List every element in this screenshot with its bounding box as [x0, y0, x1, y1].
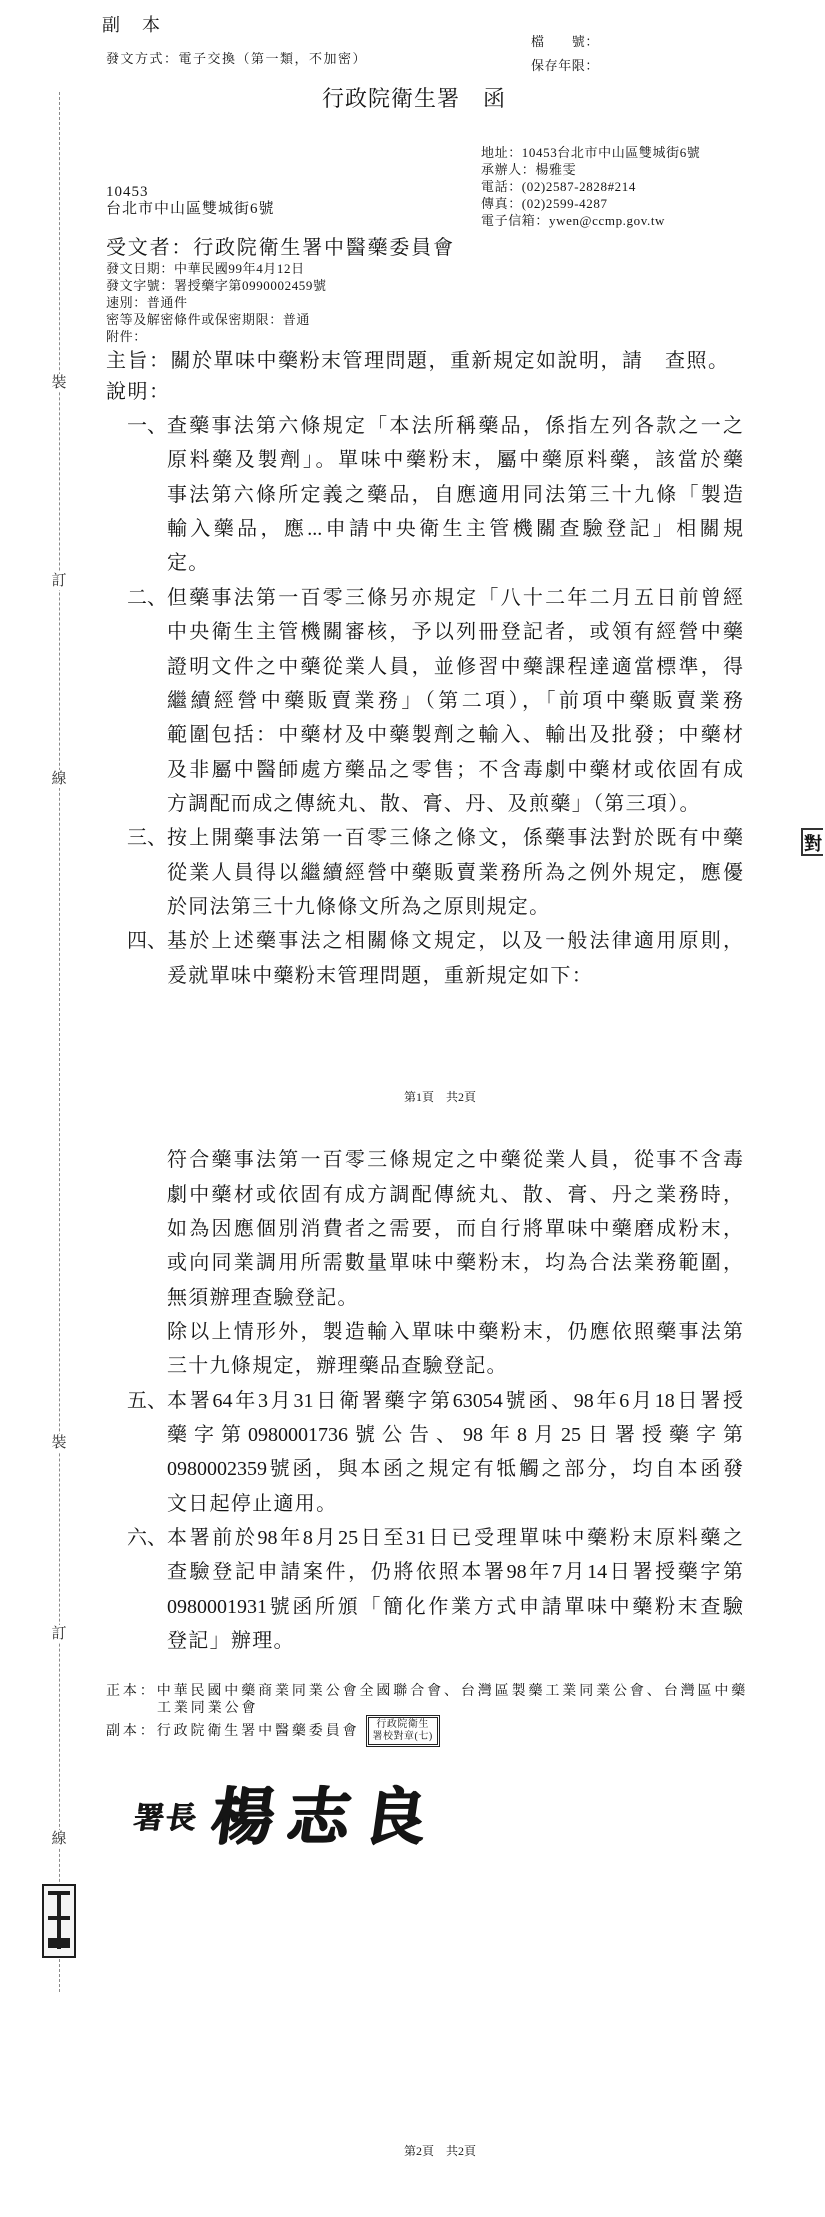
proof-stamp-line2: 署校對章(七): [372, 1731, 433, 1742]
item-line: 藥字第0980001736號公告、98年8月25日署授藥字第: [167, 1424, 743, 1446]
binding-mark-bind: 裝: [51, 375, 67, 391]
recipient-postal-code: 10453: [106, 184, 149, 200]
item-line: 範圍包括：中藥材及中藥製劑之輸入、輸出及批發；中藥材: [167, 724, 743, 746]
page-number-footer: 第2頁 共2頁: [403, 2144, 476, 2158]
item-line: 查藥事法第六條規定「本法所稱藥品，係指左列各款之一之: [167, 415, 743, 437]
item-marker: 一、: [127, 415, 167, 437]
item-line: 按上開藥事法第一百零三條之條文，係藥事法對於既有中藥: [167, 827, 743, 849]
item-line: 輸入藥品，應...申請中央衛生主管機關查驗登記」相關規: [167, 518, 743, 540]
item-line: 登記」辦理。: [167, 1630, 295, 1652]
attachments: 附件：: [106, 329, 147, 344]
item-line: 從業人員得以繼續經營中藥販賣業務所為之例外規定，應優: [167, 862, 743, 884]
sender-phone: 電話：(02)2587-2828#214: [481, 179, 636, 194]
item-line: 文日起停止適用。: [167, 1493, 338, 1515]
item-marker: 六、: [127, 1527, 167, 1549]
original-recipients-continued: 工業同業公會: [157, 1701, 259, 1716]
item-line: 0980002359號函，與本函之規定有牴觸之部分，均自本函發: [167, 1458, 743, 1480]
binding-mark-line: 線: [51, 1831, 67, 1847]
item-line: 如為因應個別消費者之需要，而自行將單味中藥磨成粉末，: [167, 1218, 743, 1240]
send-method: 發文方式：電子交換（第一類，不加密）: [106, 51, 368, 66]
item-line: 證明文件之中藥從業人員，並修習中藥課程達適當標準，得: [167, 656, 743, 678]
delivery-speed: 速別：普通件: [106, 295, 188, 310]
binding-mark-stitch: 訂: [51, 573, 67, 589]
item-line: 方調配而成之傳統丸、散、膏、丹、及煎藥」（第三項）。: [167, 793, 701, 815]
item-line: 查驗登記申請案件，仍將依照本署98年7月14日署授藥字第: [167, 1561, 743, 1583]
item-marker: 五、: [127, 1390, 167, 1412]
item-line: 三十九條規定，辦理藥品查驗登記。: [167, 1355, 508, 1377]
item-line: 繼續經營中藥販賣業務」（第二項），「前項中藥販賣業務: [167, 690, 743, 712]
item-line: 除以上情形外，製造輸入單味中藥粉末，仍應依照藥事法第: [167, 1321, 743, 1343]
item-line: 及非屬中醫師處方藥品之零售；不含毒劇中藥材或依固有成: [167, 759, 743, 781]
sender-fax: 傳真：(02)2599-4287: [481, 196, 608, 211]
sender-address: 地址：10453台北市中山區雙城街6號: [481, 145, 701, 160]
recipient: 受文者：行政院衛生署中醫藥委員會: [106, 237, 455, 259]
item-line: 0980001931號函所頒「簡化作業方式申請單味中藥粉末查驗: [167, 1596, 743, 1618]
signature-title: 署長: [131, 1802, 201, 1835]
page-number-footer: 第1頁 共2頁: [403, 1090, 476, 1104]
item-line: 爰就單味中藥粉末管理問題，重新規定如下：: [167, 965, 593, 987]
recipient-street: 台北市中山區雙城街6號: [106, 201, 275, 217]
item-line: 本署前於98年8月25日至31日已受理單味中藥粉末原料藥之: [167, 1527, 743, 1549]
subject: 主旨：關於單味中藥粉末管理問題，重新規定如說明，請 查照。: [106, 350, 730, 372]
proof-stamp: [366, 1715, 440, 1747]
item-line: 事法第六條所定義之藥品，自應適用同法第三十九條「製造: [167, 484, 743, 506]
item-line: 原料藥及製劑」。單味中藥粉末，屬中藥原料藥，該當於藥: [167, 449, 743, 471]
item-line: 符合藥事法第一百零三條規定之中藥從業人員，從事不含毒: [167, 1149, 743, 1171]
sender-handler: 承辦人：楊雅雯: [481, 162, 577, 177]
original-recipients: 正本：中華民國中藥商業同業公會全國聯合會、台灣區製藥工業同業公會、台灣區中藥: [106, 1684, 749, 1699]
item-line: 但藥事法第一百零三條另亦規定「八十二年二月五日前曾經: [167, 587, 743, 609]
binding-mark-line: 線: [51, 771, 67, 787]
security-classification: 密等及解密條件或保密期限：普通: [106, 312, 311, 327]
item-line: 或向同業調用所需數量單味中藥粉末，均為合法業務範圍，: [167, 1252, 743, 1274]
item-marker: 四、: [127, 930, 167, 952]
seam-seal: 對: [801, 828, 823, 856]
item-line: 劇中藥材或依固有成方調配傳統丸、散、膏、丹之業務時，: [167, 1184, 743, 1206]
sender-email: 電子信箱：ywen@ccmp.gov.tw: [481, 213, 666, 228]
personal-seal-stamp: [42, 1884, 76, 1958]
proof-stamp-line1: 行政院衛生: [376, 1719, 429, 1730]
binding-mark-stitch: 訂: [51, 1626, 67, 1642]
issue-date: 發文日期：中華民國99年4月12日: [106, 261, 305, 276]
retention-period-label: 保存年限：: [531, 58, 600, 73]
item-line: 於同法第三十九條條文所為之原則規定。: [167, 896, 551, 918]
item-line: 定。: [167, 552, 210, 574]
copy-recipients: 副本：行政院衛生署中醫藥委員會: [106, 1723, 360, 1739]
copy-recipients-row: [106, 1715, 440, 1747]
item-marker: 三、: [127, 827, 167, 849]
file-number-label: 檔 號：: [531, 34, 600, 49]
item-line: 中央衛生主管機關審核，予以列冊登記者，或領有經營中藥: [167, 621, 743, 643]
copy-mark: 副 本: [102, 15, 162, 35]
item-marker: 二、: [127, 587, 167, 609]
item-line: 基於上述藥事法之相關條文規定，以及一般法律適用原則，: [167, 930, 743, 952]
binding-mark-bind: 裝: [51, 1435, 67, 1451]
explanation-label: 說明：: [106, 381, 171, 403]
document-title: 行政院衛生署 函: [322, 86, 507, 111]
document-number: 發文字號：署授藥字第0990002459號: [106, 278, 327, 293]
signature-name: 楊志良: [207, 1784, 445, 1852]
item-line: 無須辦理查驗登記。: [167, 1287, 359, 1309]
item-line: 本署64年3月31日衛署藥字第63054號函、98年6月18日署授: [167, 1390, 743, 1412]
